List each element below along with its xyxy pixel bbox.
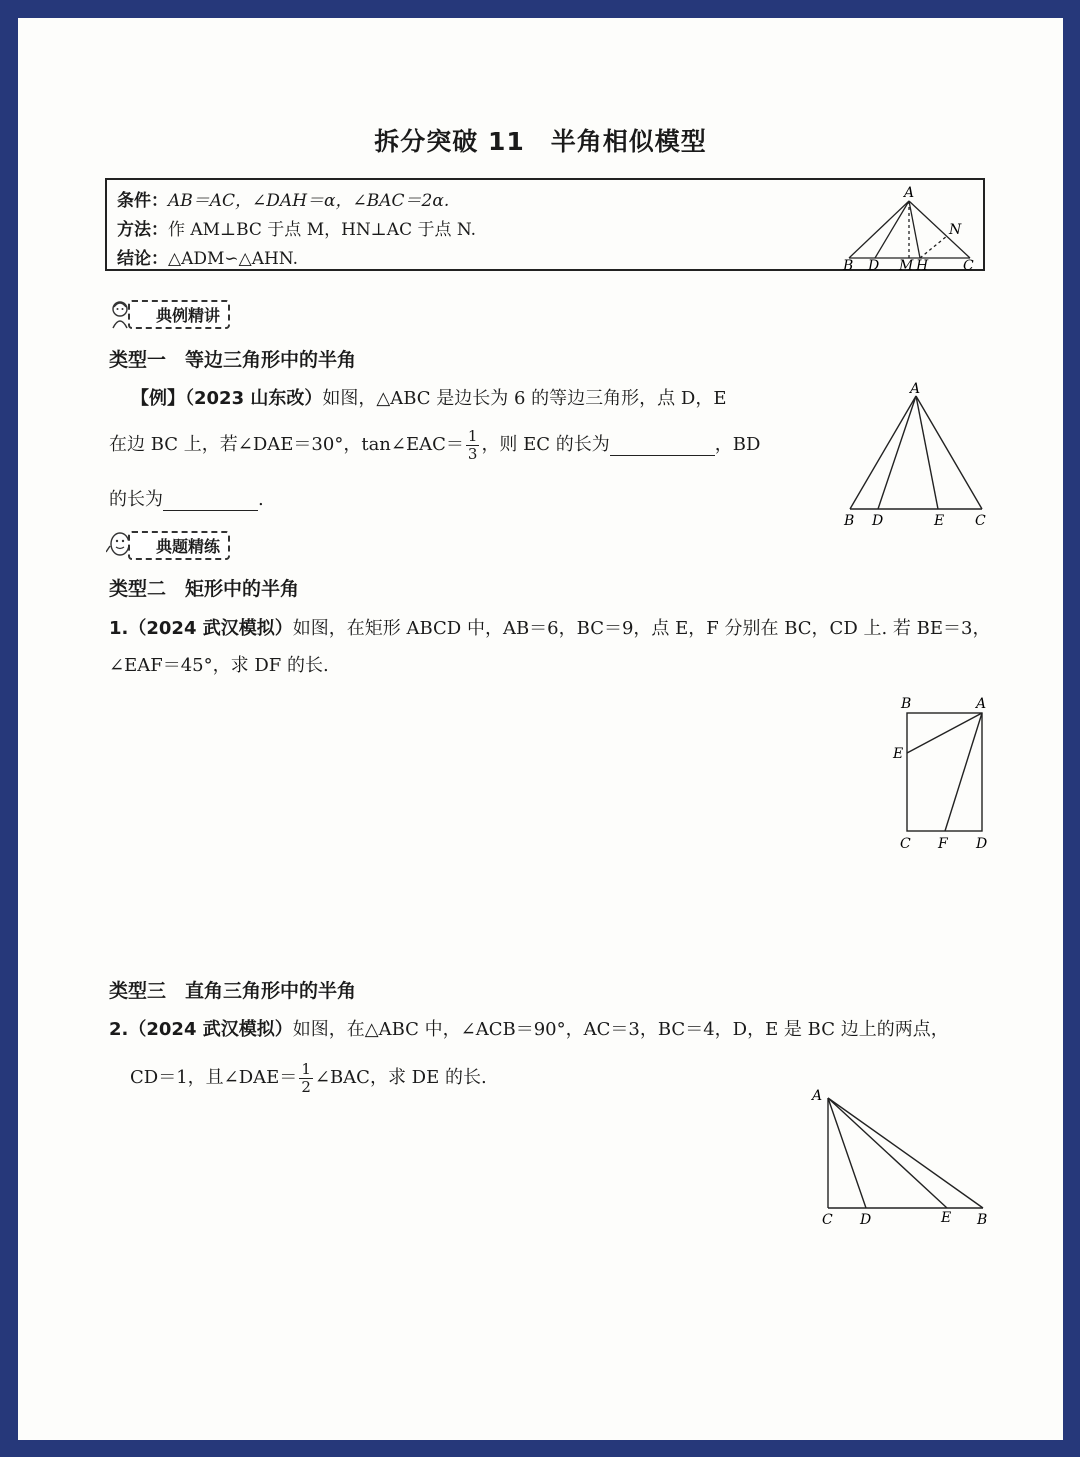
model-label-c: C [963,258,974,270]
problem1-line-1 [109,614,990,640]
problem2-line-1 [109,1015,949,1041]
type3-heading: 类型三 直角三角形中的半角 [109,980,357,1002]
model-segment-ab [849,201,909,258]
problem2-number: 2. [109,1019,129,1040]
problem2-text-1: 如图，在△ABC 中，∠ACB＝90°，AC＝3，BC＝4，D，E 是 BC 边上的两点， [292,1019,949,1040]
example-text-1: 如图，△ABC 是边长为 6 的等边三角形，点 D，E [322,388,727,409]
rect-label-c: C [900,836,911,852]
rectangle-figure [890,694,1000,854]
rect-label-a: A [976,696,987,712]
condition-line [117,186,449,211]
rect-label-f: F [938,836,948,852]
fraction-numerator: 1 [301,1060,311,1078]
problem1-number: 1. [109,618,129,639]
rt-label-c: C [822,1212,833,1228]
method-line [117,215,476,240]
page-title: 拆分突破 11 半角相似模型 [374,127,707,156]
right-triangle-figure [808,1086,998,1231]
rt-label-a: A [812,1088,823,1104]
badge-practice [106,530,230,560]
problem1-text-1: 如图，在矩形 ABCD 中，AB＝6，BC＝9，点 E，F 分别在 BC，CD 上. 若 BE＝3， [292,618,991,639]
method-label: 方法： [117,220,168,240]
problem2-line-2 [130,1061,487,1095]
badge-practice-label: 典题精练 [128,531,230,560]
eq-label-e: E [934,513,945,529]
eq-label-d: D [872,513,884,529]
conclusion-line [117,244,298,269]
rect-label-b: B [901,696,912,712]
condition-label: 条件： [117,191,168,211]
rt-label-d: D [860,1212,872,1228]
eq-label-a: A [910,381,921,397]
fraction-numerator: 1 [467,427,478,445]
example-text-2a: 在边 BC 上，若∠DAE＝30°，tan∠EAC＝ [109,434,464,455]
fraction-one-third [466,428,480,462]
badge-examples [106,299,230,329]
method-text: 作 AM⊥BC 于点 M，HN⊥AC 于点 N. [168,220,477,240]
model-segment-ad [875,201,909,258]
example-text-3-end: . [258,489,264,510]
example-text-2c: ，BD [714,434,761,455]
model-label-d: D [868,258,880,270]
example-line-1 [131,384,726,410]
problem1-source: （2024 武汉模拟） [128,618,293,639]
model-summary-box [105,178,985,271]
rt-segment-ae [828,1098,947,1208]
fraction-denominator: 2 [301,1077,311,1096]
model-label-a: A [904,185,915,201]
condition-text: AB＝AC，∠DAH＝α，∠BAC＝2α. [168,191,450,211]
problem1-line-2: ∠EAF＝45°，求 DF 的长. [109,655,329,676]
rect-label-d: D [976,836,988,852]
example-source: （2023 山东改） [185,388,323,409]
rect-segment-af [945,713,982,831]
problem2-text-2b: ∠BAC，求 DE 的长. [314,1067,487,1088]
eq-segment-ae [916,396,938,509]
fraction-one-half [299,1061,313,1095]
type1-heading: 类型一 等边三角形中的半角 [109,349,357,371]
rect-abcd [907,713,982,831]
model-figure [835,182,980,270]
badge-examples-label: 典例精讲 [128,300,230,329]
example-text-2b: ，则 EC 的长为 [481,434,610,455]
fraction-denominator: 3 [467,444,478,463]
answer-blank-ec[interactable] [610,434,715,456]
example-line-3 [109,485,264,511]
equilateral-triangle-figure [838,378,998,533]
model-label-h: H [916,258,929,270]
worksheet-page [18,18,1063,1440]
rt-label-b: B [977,1212,988,1228]
model-label-b: B [843,258,854,270]
rt-segment-ad [828,1098,866,1208]
conclusion-label: 结论： [117,249,168,269]
answer-blank-bd[interactable] [163,489,258,511]
type2-heading: 类型二 矩形中的半角 [109,578,300,600]
rect-label-e: E [893,746,904,762]
example-text-3: 的长为 [109,489,163,510]
eq-label-c: C [975,513,986,529]
problem2-text-2a: CD＝1，且∠DAE＝ [130,1067,298,1088]
example-line-2 [109,428,760,462]
model-label-m: M [899,258,914,270]
model-label-n: N [949,222,962,238]
eq-segment-ac [916,396,982,509]
example-tag: 【例】 [131,388,185,409]
eq-label-b: B [844,513,855,529]
conclusion-text: △ADM∽△AHN. [168,249,298,269]
problem2-source: （2024 武汉模拟） [128,1019,293,1040]
model-segment-hn [920,236,947,258]
rt-label-e: E [941,1210,952,1226]
rt-segment-ab [828,1098,983,1208]
